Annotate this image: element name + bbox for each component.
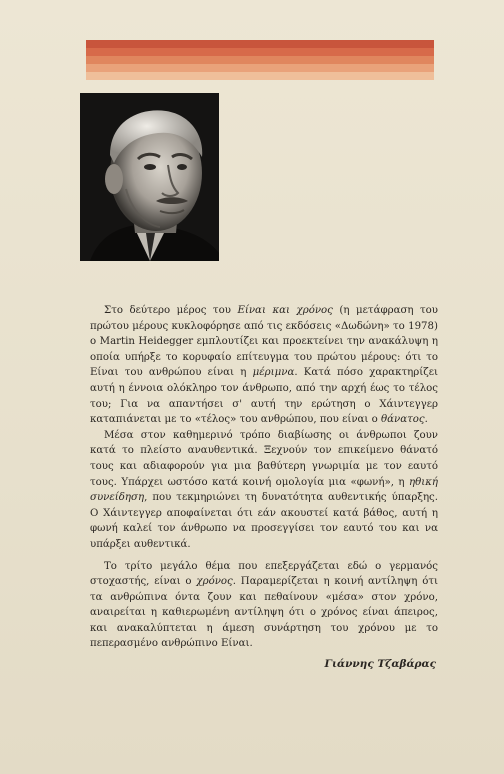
text-run: , που τεκμηριώνει τη δυνατότητα αυθεντικής ύπαρξης. Ο Χάιντεγγερ αποφαίνεται ότι εάν ακουστεί κατά βάθος, αυτή η φωνή καλεί τον άνθρωπο να προσεγγίσει τον εαυτό του και να υπάρξει αυθεντικά. bbox=[90, 492, 438, 550]
text-run: Μέσα στον καθημερινό τρόπο διαβίωσης οι άνθρωποι ζουν κατά το πλείστο αναυθεντικά. Ξεχνούν τον επικείμενο θάνατό τους και αδιαφορούν για μια βαθύτερη γνωριμία με τον εαυτό τους. Υπάρχει ωστόσο κατά κοινή ομολογία μια «φωνή», η bbox=[90, 429, 438, 488]
stripe-5 bbox=[86, 72, 434, 80]
italic-term: θάνατος bbox=[381, 414, 425, 426]
stripe-3 bbox=[86, 56, 434, 64]
author-signature: Γιάννης Τζαβάρας bbox=[324, 658, 436, 670]
italic-term: μέριμνα bbox=[252, 367, 295, 379]
portrait-illustration bbox=[80, 93, 219, 261]
paragraph-1 bbox=[90, 303, 438, 428]
stripe-4 bbox=[86, 64, 434, 72]
italic-term: Είναι και χρόνος bbox=[237, 305, 333, 316]
italic-term: ηθική συνείδηση bbox=[90, 476, 438, 504]
decorative-stripes bbox=[86, 40, 434, 80]
text-run: . bbox=[424, 414, 428, 426]
description-text bbox=[90, 303, 438, 652]
paragraph-3 bbox=[90, 559, 438, 653]
stripe-2 bbox=[86, 48, 434, 56]
paragraph-2 bbox=[90, 428, 438, 553]
text-run: . Παραμερίζεται η κοινή αντίληψη ότι τα ανθρώπινα όντα ζουν και πεθαίνουν «μέσα» στον χρόνο, αναιρείται η καθιερωμένη αντίληψη ότι ο χρόνος είναι άπειρος, και ανακαλύπτεται η άμεση συνάρτηση του χρόνου με το πεπερασμένο ανθρώπινο Είναι. bbox=[90, 576, 438, 650]
stripe-1 bbox=[86, 40, 434, 48]
italic-term: χρόνος bbox=[196, 576, 233, 588]
text-run: (η μετάφραση του πρώτου μέρους κυκλοφόρησε από τις εκδόσεις «Δωδώνη» το 1978) ο Martin Heidegger εμπλουτίζει και προεκτείνει την ανακάλυψη η οποία υπήρξε το κορυφαίο επίτευγμα του πρώτου μέρους: ότι το Είναι του ανθρώπου είναι η bbox=[90, 305, 439, 379]
portrait-photo-icon bbox=[80, 93, 219, 261]
text-run: Στο δεύτερο μέρος του bbox=[104, 305, 238, 316]
text-run: Το τρίτο μεγάλο θέμα που επεξεργάζεται εδώ ο γερμανός στοχαστής, είναι ο bbox=[90, 560, 438, 588]
text-run: . Κατά πόσο χαρακτηρίζει αυτή η έννοια ολόκληρο τον άνθρωπο, από την αρχή έως το τέλος του; Για να απαντήσει σ' αυτή την ερώτηση ο Χάιντεγγερ καταπιάνεται με το «τέλος» του ανθρώπου, που είναι ο bbox=[90, 367, 438, 426]
